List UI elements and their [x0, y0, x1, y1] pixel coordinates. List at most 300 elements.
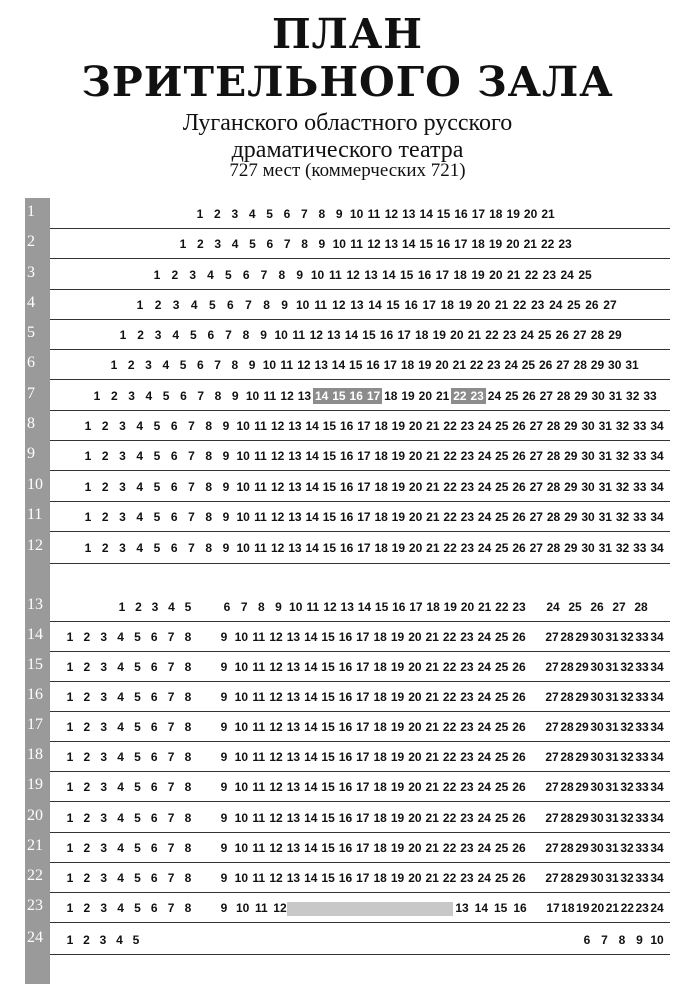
seat-12-29[interactable]: 29: [564, 541, 578, 555]
seat-7-9[interactable]: 9: [231, 389, 239, 403]
seat-1-5[interactable]: 5: [266, 207, 273, 221]
seat-22-32[interactable]: 32: [620, 871, 634, 885]
seat-13-3[interactable]: 3: [151, 600, 159, 614]
seat-5-9[interactable]: 9: [260, 328, 267, 342]
seat-18-18[interactable]: 18: [373, 750, 387, 764]
seat-10-3[interactable]: 3: [119, 480, 126, 494]
seat-9-17[interactable]: 17: [357, 449, 371, 463]
seat-21-21[interactable]: 21: [425, 841, 439, 855]
seat-22-16[interactable]: 16: [338, 871, 353, 885]
seat-1-9[interactable]: 9: [335, 207, 343, 221]
seat-3-20[interactable]: 20: [489, 268, 503, 282]
seat-10-12[interactable]: 12: [270, 480, 285, 494]
seat-5-4[interactable]: 4: [172, 328, 180, 342]
seat-16-21[interactable]: 21: [425, 690, 439, 704]
seat-19-31[interactable]: 31: [605, 780, 619, 794]
seat-23-11[interactable]: 11: [254, 901, 268, 915]
seat-11-33[interactable]: 33: [633, 510, 647, 524]
seat-20-29[interactable]: 29: [575, 811, 589, 825]
seat-9-31[interactable]: 31: [598, 449, 612, 463]
seat-5-10[interactable]: 10: [274, 328, 288, 342]
seat-19-6[interactable]: 6: [150, 780, 158, 794]
seat-19-5[interactable]: 5: [134, 780, 141, 794]
seat-6-17[interactable]: 17: [383, 358, 397, 372]
seat-7-6[interactable]: 6: [180, 389, 187, 403]
seat-18-22[interactable]: 22: [442, 750, 457, 764]
seat-10-24[interactable]: 24: [477, 480, 492, 494]
seat-22-24[interactable]: 24: [477, 871, 491, 885]
seat-2-23[interactable]: 23: [558, 237, 572, 251]
seat-19-34[interactable]: 34: [650, 780, 664, 794]
seat-3-11[interactable]: 11: [328, 268, 342, 282]
seat-23-9[interactable]: 9: [220, 901, 228, 915]
seat-11-32[interactable]: 32: [615, 510, 630, 524]
seat-10-29[interactable]: 29: [564, 480, 578, 494]
seat-6-1[interactable]: 1: [110, 358, 118, 372]
seat-7-13[interactable]: 13: [297, 389, 312, 403]
seat-5-29[interactable]: 29: [608, 328, 622, 342]
seat-4-8[interactable]: 8: [263, 298, 270, 312]
seat-11-11[interactable]: 11: [254, 510, 267, 524]
seat-7-32[interactable]: 32: [626, 389, 640, 403]
seat-10-19[interactable]: 19: [391, 480, 406, 494]
seat-6-2[interactable]: 2: [127, 358, 135, 372]
seat-2-14[interactable]: 14: [402, 237, 416, 251]
seat-12-23[interactable]: 23: [460, 541, 474, 555]
seat-19-8[interactable]: 8: [184, 780, 192, 794]
seat-1-11[interactable]: 11: [367, 207, 381, 221]
seat-17-24[interactable]: 24: [477, 720, 491, 734]
seat-3-8[interactable]: 8: [278, 268, 286, 282]
seat-19-15[interactable]: 15: [321, 780, 335, 794]
seat-11-8[interactable]: 8: [205, 510, 213, 524]
seat-17-27[interactable]: 27: [545, 720, 559, 734]
seat-13-18[interactable]: 18: [426, 600, 440, 614]
seat-17-29[interactable]: 29: [575, 720, 589, 734]
seat-5-24[interactable]: 24: [520, 328, 534, 342]
seat-19-9[interactable]: 9: [220, 780, 228, 794]
seat-6-20[interactable]: 20: [435, 358, 449, 372]
seat-8-14[interactable]: 14: [305, 419, 319, 433]
seat-10-33[interactable]: 33: [633, 480, 647, 494]
seat-14-22[interactable]: 22: [442, 630, 457, 644]
seat-19-27[interactable]: 27: [545, 780, 559, 794]
seat-16-20[interactable]: 20: [408, 690, 422, 704]
seat-6-31[interactable]: 31: [625, 358, 639, 372]
seat-22-28[interactable]: 28: [560, 871, 574, 885]
seat-8-33[interactable]: 33: [633, 419, 647, 433]
seat-11-9[interactable]: 9: [222, 510, 230, 524]
seat-18-6[interactable]: 6: [150, 750, 158, 764]
seat-5-21[interactable]: 21: [467, 328, 482, 342]
seat-3-1[interactable]: 1: [153, 268, 161, 282]
seat-16-13[interactable]: 13: [286, 690, 301, 704]
seat-20-11[interactable]: 11: [252, 811, 266, 825]
seat-10-10[interactable]: 10: [236, 480, 250, 494]
seat-17-10[interactable]: 10: [234, 720, 249, 734]
seat-5-16[interactable]: 16: [379, 328, 394, 342]
seat-17-4[interactable]: 4: [117, 720, 124, 734]
seat-15-5[interactable]: 5: [134, 660, 141, 674]
seat-8-17[interactable]: 17: [357, 419, 371, 433]
seat-14-21[interactable]: 21: [425, 630, 439, 644]
seat-7-3[interactable]: 3: [128, 389, 135, 403]
seat-2-17[interactable]: 17: [454, 237, 468, 251]
seat-11-3[interactable]: 3: [119, 510, 126, 524]
seat-19-21[interactable]: 21: [425, 780, 439, 794]
seat-16-28[interactable]: 28: [560, 690, 574, 704]
seat-21-22[interactable]: 22: [442, 841, 457, 855]
seat-1-6[interactable]: 6: [283, 207, 291, 221]
seat-4-24[interactable]: 24: [549, 298, 563, 312]
seat-16-19[interactable]: 19: [390, 690, 405, 704]
seat-2-16[interactable]: 16: [436, 237, 451, 251]
seat-8-3[interactable]: 3: [119, 419, 126, 433]
seat-4-19[interactable]: 19: [458, 298, 473, 312]
seat-16-25[interactable]: 25: [494, 690, 509, 704]
seat-21-11[interactable]: 11: [252, 841, 266, 855]
seat-16-16[interactable]: 16: [338, 690, 353, 704]
seat-16-6[interactable]: 6: [150, 690, 158, 704]
seat-6-3[interactable]: 3: [145, 358, 152, 372]
seat-12-5[interactable]: 5: [153, 541, 161, 555]
seat-21-19[interactable]: 19: [390, 841, 405, 855]
seat-16-18[interactable]: 18: [373, 690, 387, 704]
seat-17-2[interactable]: 2: [83, 720, 91, 734]
seat-18-32[interactable]: 32: [620, 750, 634, 764]
seat-4-15[interactable]: 15: [386, 298, 400, 312]
seat-8-30[interactable]: 30: [581, 419, 595, 433]
seat-8-12[interactable]: 12: [270, 419, 285, 433]
seat-13-22[interactable]: 22: [495, 600, 509, 614]
seat-18-19[interactable]: 19: [390, 750, 405, 764]
seat-2-15[interactable]: 15: [419, 237, 433, 251]
seat-10-23[interactable]: 23: [460, 480, 474, 494]
seat-3-15[interactable]: 15: [399, 268, 414, 282]
seat-16-31[interactable]: 31: [605, 690, 619, 704]
seat-1-14[interactable]: 14: [419, 207, 433, 221]
seat-16-33[interactable]: 33: [635, 690, 649, 704]
seat-21-5[interactable]: 5: [134, 841, 141, 855]
seat-10-1[interactable]: 1: [84, 480, 92, 494]
seat-8-23[interactable]: 23: [460, 419, 474, 433]
seat-8-16[interactable]: 16: [339, 419, 354, 433]
seat-14-3[interactable]: 3: [100, 630, 108, 644]
seat-18-30[interactable]: 30: [590, 750, 604, 764]
seat-2-5[interactable]: 5: [249, 237, 256, 251]
seat-9-9[interactable]: 9: [222, 449, 230, 463]
seat-9-10[interactable]: 10: [236, 449, 250, 463]
seat-1-21[interactable]: 21: [541, 207, 555, 221]
seat-2-20[interactable]: 20: [506, 237, 520, 251]
seat-4-14[interactable]: 14: [368, 298, 382, 312]
seat-22-25[interactable]: 25: [494, 871, 509, 885]
seat-18-11[interactable]: 11: [252, 750, 266, 764]
seat-12-3[interactable]: 3: [119, 541, 126, 555]
seat-6-11[interactable]: 11: [280, 358, 293, 372]
seat-2-18[interactable]: 18: [471, 237, 485, 251]
seat-22-34[interactable]: 34: [650, 871, 664, 885]
seat-18-29[interactable]: 29: [575, 750, 589, 764]
seat-22-26[interactable]: 26: [512, 871, 526, 885]
seat-7-2[interactable]: 2: [110, 389, 118, 403]
seat-3-13[interactable]: 13: [364, 268, 378, 282]
seat-17-34[interactable]: 34: [650, 720, 664, 734]
seat-20-7[interactable]: 7: [167, 811, 175, 825]
seat-16-26[interactable]: 26: [512, 690, 526, 704]
seat-19-29[interactable]: 29: [575, 780, 589, 794]
seat-16-5[interactable]: 5: [134, 690, 141, 704]
seat-20-26[interactable]: 26: [512, 811, 526, 825]
seat-11-25[interactable]: 25: [495, 510, 509, 524]
seat-23-19[interactable]: 19: [576, 901, 590, 915]
seat-14-15[interactable]: 15: [321, 630, 335, 644]
seat-22-23[interactable]: 23: [460, 871, 474, 885]
seat-4-20[interactable]: 20: [476, 298, 491, 312]
seat-15-25[interactable]: 25: [494, 660, 509, 674]
seat-12-33[interactable]: 33: [633, 541, 647, 555]
seat-22-27[interactable]: 27: [545, 871, 559, 885]
seat-1-19[interactable]: 19: [506, 207, 520, 221]
seat-13-6[interactable]: 6: [223, 600, 231, 614]
seat-16-32[interactable]: 32: [620, 690, 634, 704]
seat-9-16[interactable]: 16: [339, 449, 354, 463]
seat-21-14[interactable]: 14: [304, 841, 318, 855]
seat-11-31[interactable]: 31: [598, 510, 612, 524]
seat-21-31[interactable]: 31: [605, 841, 619, 855]
seat-11-26[interactable]: 26: [512, 510, 526, 524]
seat-2-3[interactable]: 3: [214, 237, 222, 251]
seat-13-15[interactable]: 15: [374, 600, 389, 614]
seat-17-6[interactable]: 6: [150, 720, 158, 734]
seat-19-14[interactable]: 14: [304, 780, 318, 794]
seat-20-24[interactable]: 24: [477, 811, 491, 825]
seat-18-15[interactable]: 15: [321, 750, 335, 764]
seat-6-6[interactable]: 6: [196, 358, 204, 372]
seat-24-2[interactable]: 2: [83, 933, 90, 947]
seat-22-2[interactable]: 2: [83, 871, 91, 885]
seat-8-32[interactable]: 32: [615, 419, 630, 433]
seat-20-12[interactable]: 12: [269, 811, 283, 825]
seat-18-33[interactable]: 33: [635, 750, 649, 764]
seat-19-32[interactable]: 32: [620, 780, 634, 794]
seat-5-27[interactable]: 27: [573, 328, 587, 342]
seat-3-9[interactable]: 9: [296, 268, 303, 282]
seat-17-9[interactable]: 9: [220, 720, 228, 734]
seat-15-1[interactable]: 1: [66, 660, 74, 674]
seat-23-3[interactable]: 3: [100, 901, 108, 915]
seat-6-13[interactable]: 13: [314, 358, 328, 372]
seat-4-5[interactable]: 5: [208, 298, 216, 312]
seat-14-26[interactable]: 26: [512, 630, 526, 644]
seat-5-6[interactable]: 6: [207, 328, 215, 342]
seat-5-5[interactable]: 5: [189, 328, 197, 342]
seat-15-20[interactable]: 20: [408, 660, 422, 674]
seat-10-9[interactable]: 9: [222, 480, 230, 494]
seat-22-7[interactable]: 7: [167, 871, 175, 885]
seat-12-34[interactable]: 34: [650, 541, 664, 555]
seat-11-7[interactable]: 7: [188, 510, 195, 524]
seat-22-14[interactable]: 14: [304, 871, 318, 885]
seat-21-10[interactable]: 10: [234, 841, 249, 855]
seat-20-8[interactable]: 8: [184, 811, 192, 825]
seat-24-6[interactable]: 6: [583, 933, 591, 947]
seat-5-25[interactable]: 25: [538, 328, 552, 342]
seat-13-23[interactable]: 23: [512, 600, 526, 614]
seat-12-13[interactable]: 13: [288, 541, 302, 555]
seat-12-2[interactable]: 2: [101, 541, 109, 555]
seat-15-21[interactable]: 21: [425, 660, 439, 674]
seat-9-7[interactable]: 7: [188, 449, 195, 463]
seat-15-11[interactable]: 11: [252, 660, 266, 674]
seat-19-2[interactable]: 2: [83, 780, 91, 794]
seat-22-21[interactable]: 21: [425, 871, 439, 885]
seat-10-21[interactable]: 21: [426, 480, 440, 494]
seat-21-9[interactable]: 9: [220, 841, 228, 855]
seat-8-13[interactable]: 13: [288, 419, 302, 433]
seat-4-7[interactable]: 7: [245, 298, 252, 312]
seat-20-3[interactable]: 3: [100, 811, 108, 825]
seat-7-8[interactable]: 8: [214, 389, 222, 403]
seat-19-19[interactable]: 19: [390, 780, 405, 794]
seat-22-12[interactable]: 12: [269, 871, 283, 885]
seat-17-11[interactable]: 11: [252, 720, 266, 734]
seat-14-31[interactable]: 31: [605, 630, 619, 644]
seat-21-33[interactable]: 33: [635, 841, 649, 855]
seat-9-19[interactable]: 19: [391, 449, 406, 463]
seat-7-26[interactable]: 26: [522, 389, 536, 403]
seat-23-14[interactable]: 14: [474, 901, 488, 915]
seat-3-25[interactable]: 25: [578, 268, 592, 282]
seat-8-11[interactable]: 11: [254, 419, 267, 433]
seat-20-20[interactable]: 20: [408, 811, 422, 825]
seat-3-7[interactable]: 7: [260, 268, 268, 282]
seat-3-2[interactable]: 2: [171, 268, 179, 282]
seat-8-29[interactable]: 29: [564, 419, 578, 433]
seat-5-17[interactable]: 17: [397, 328, 411, 342]
seat-22-1[interactable]: 1: [66, 871, 74, 885]
seat-2-10[interactable]: 10: [332, 237, 346, 251]
seat-1-16[interactable]: 16: [454, 207, 468, 221]
seat-23-1[interactable]: 1: [66, 901, 74, 915]
seat-5-12[interactable]: 12: [309, 328, 323, 342]
seat-20-9[interactable]: 9: [220, 811, 228, 825]
seat-14-9[interactable]: 9: [220, 630, 228, 644]
seat-20-17[interactable]: 17: [356, 811, 370, 825]
seat-24-10[interactable]: 10: [650, 933, 664, 947]
seat-9-11[interactable]: 11: [254, 449, 267, 463]
seat-20-21[interactable]: 21: [425, 811, 439, 825]
seat-21-2[interactable]: 2: [83, 841, 91, 855]
seat-4-17[interactable]: 17: [422, 298, 436, 312]
seat-14-32[interactable]: 32: [620, 630, 634, 644]
seat-6-8[interactable]: 8: [231, 358, 239, 372]
seat-12-8[interactable]: 8: [205, 541, 213, 555]
seat-15-28[interactable]: 28: [560, 660, 574, 674]
seat-5-7[interactable]: 7: [225, 328, 232, 342]
seat-11-17[interactable]: 17: [357, 510, 371, 524]
seat-8-4[interactable]: 4: [136, 419, 144, 433]
seat-11-22[interactable]: 22: [443, 510, 457, 524]
seat-23-22[interactable]: 22: [620, 901, 634, 915]
seat-11-10[interactable]: 10: [236, 510, 250, 524]
seat-5-18[interactable]: 18: [415, 328, 429, 342]
seat-17-18[interactable]: 18: [373, 720, 387, 734]
seat-6-5[interactable]: 5: [179, 358, 187, 372]
seat-23-20[interactable]: 20: [590, 901, 605, 915]
seat-20-5[interactable]: 5: [134, 811, 141, 825]
seat-14-28[interactable]: 28: [560, 630, 574, 644]
seat-19-16[interactable]: 16: [338, 780, 353, 794]
seat-11-27[interactable]: 27: [529, 510, 543, 524]
seat-20-33[interactable]: 33: [635, 811, 649, 825]
seat-19-30[interactable]: 30: [590, 780, 604, 794]
seat-2-1[interactable]: 1: [179, 237, 187, 251]
seat-13-12[interactable]: 12: [323, 600, 337, 614]
seat-11-6[interactable]: 6: [170, 510, 178, 524]
seat-24-7[interactable]: 7: [601, 933, 608, 947]
seat-14-4[interactable]: 4: [117, 630, 124, 644]
seat-7-27[interactable]: 27: [539, 389, 553, 403]
seat-23-21[interactable]: 21: [605, 901, 620, 915]
seat-14-8[interactable]: 8: [184, 630, 192, 644]
seat-17-1[interactable]: 1: [66, 720, 74, 734]
seat-11-15[interactable]: 15: [322, 510, 337, 524]
seat-12-11[interactable]: 11: [254, 541, 267, 555]
seat-18-31[interactable]: 31: [605, 750, 619, 764]
seat-1-18[interactable]: 18: [489, 207, 503, 221]
seat-18-14[interactable]: 14: [304, 750, 318, 764]
seat-15-30[interactable]: 30: [590, 660, 604, 674]
seat-14-33[interactable]: 33: [635, 630, 649, 644]
seat-2-6[interactable]: 6: [266, 237, 274, 251]
seat-10-16[interactable]: 16: [339, 480, 354, 494]
seat-2-12[interactable]: 12: [367, 237, 381, 251]
seat-15-31[interactable]: 31: [605, 660, 619, 674]
seat-6-10[interactable]: 10: [262, 358, 277, 372]
seat-15-17[interactable]: 17: [356, 660, 370, 674]
seat-8-5[interactable]: 5: [153, 419, 161, 433]
seat-8-6[interactable]: 6: [170, 419, 178, 433]
seat-20-22[interactable]: 22: [442, 811, 457, 825]
seat-15-9[interactable]: 9: [220, 660, 228, 674]
seat-6-18[interactable]: 18: [400, 358, 415, 372]
seat-1-2[interactable]: 2: [214, 207, 221, 221]
seat-23-12[interactable]: 12: [273, 901, 287, 915]
seat-16-10[interactable]: 10: [234, 690, 249, 704]
seat-5-19[interactable]: 19: [432, 328, 446, 342]
seat-6-22[interactable]: 22: [469, 358, 484, 372]
seat-16-27[interactable]: 27: [545, 690, 559, 704]
seat-12-1[interactable]: 1: [84, 541, 92, 555]
seat-1-17[interactable]: 17: [471, 207, 486, 221]
seat-14-24[interactable]: 24: [477, 630, 491, 644]
seat-10-13[interactable]: 13: [288, 480, 302, 494]
seat-19-3[interactable]: 3: [100, 780, 108, 794]
seat-21-20[interactable]: 20: [408, 841, 422, 855]
seat-20-15[interactable]: 15: [321, 811, 335, 825]
seat-14-10[interactable]: 10: [234, 630, 249, 644]
seat-16-1[interactable]: 1: [66, 690, 74, 704]
seat-18-7[interactable]: 7: [167, 750, 175, 764]
seat-16-8[interactable]: 8: [184, 690, 192, 704]
seat-20-28[interactable]: 28: [560, 811, 574, 825]
seat-18-10[interactable]: 10: [234, 750, 249, 764]
seat-14-13[interactable]: 13: [286, 630, 301, 644]
seat-4-11[interactable]: 11: [314, 298, 328, 312]
seat-6-7[interactable]: 7: [214, 358, 221, 372]
seat-3-5[interactable]: 5: [224, 268, 232, 282]
